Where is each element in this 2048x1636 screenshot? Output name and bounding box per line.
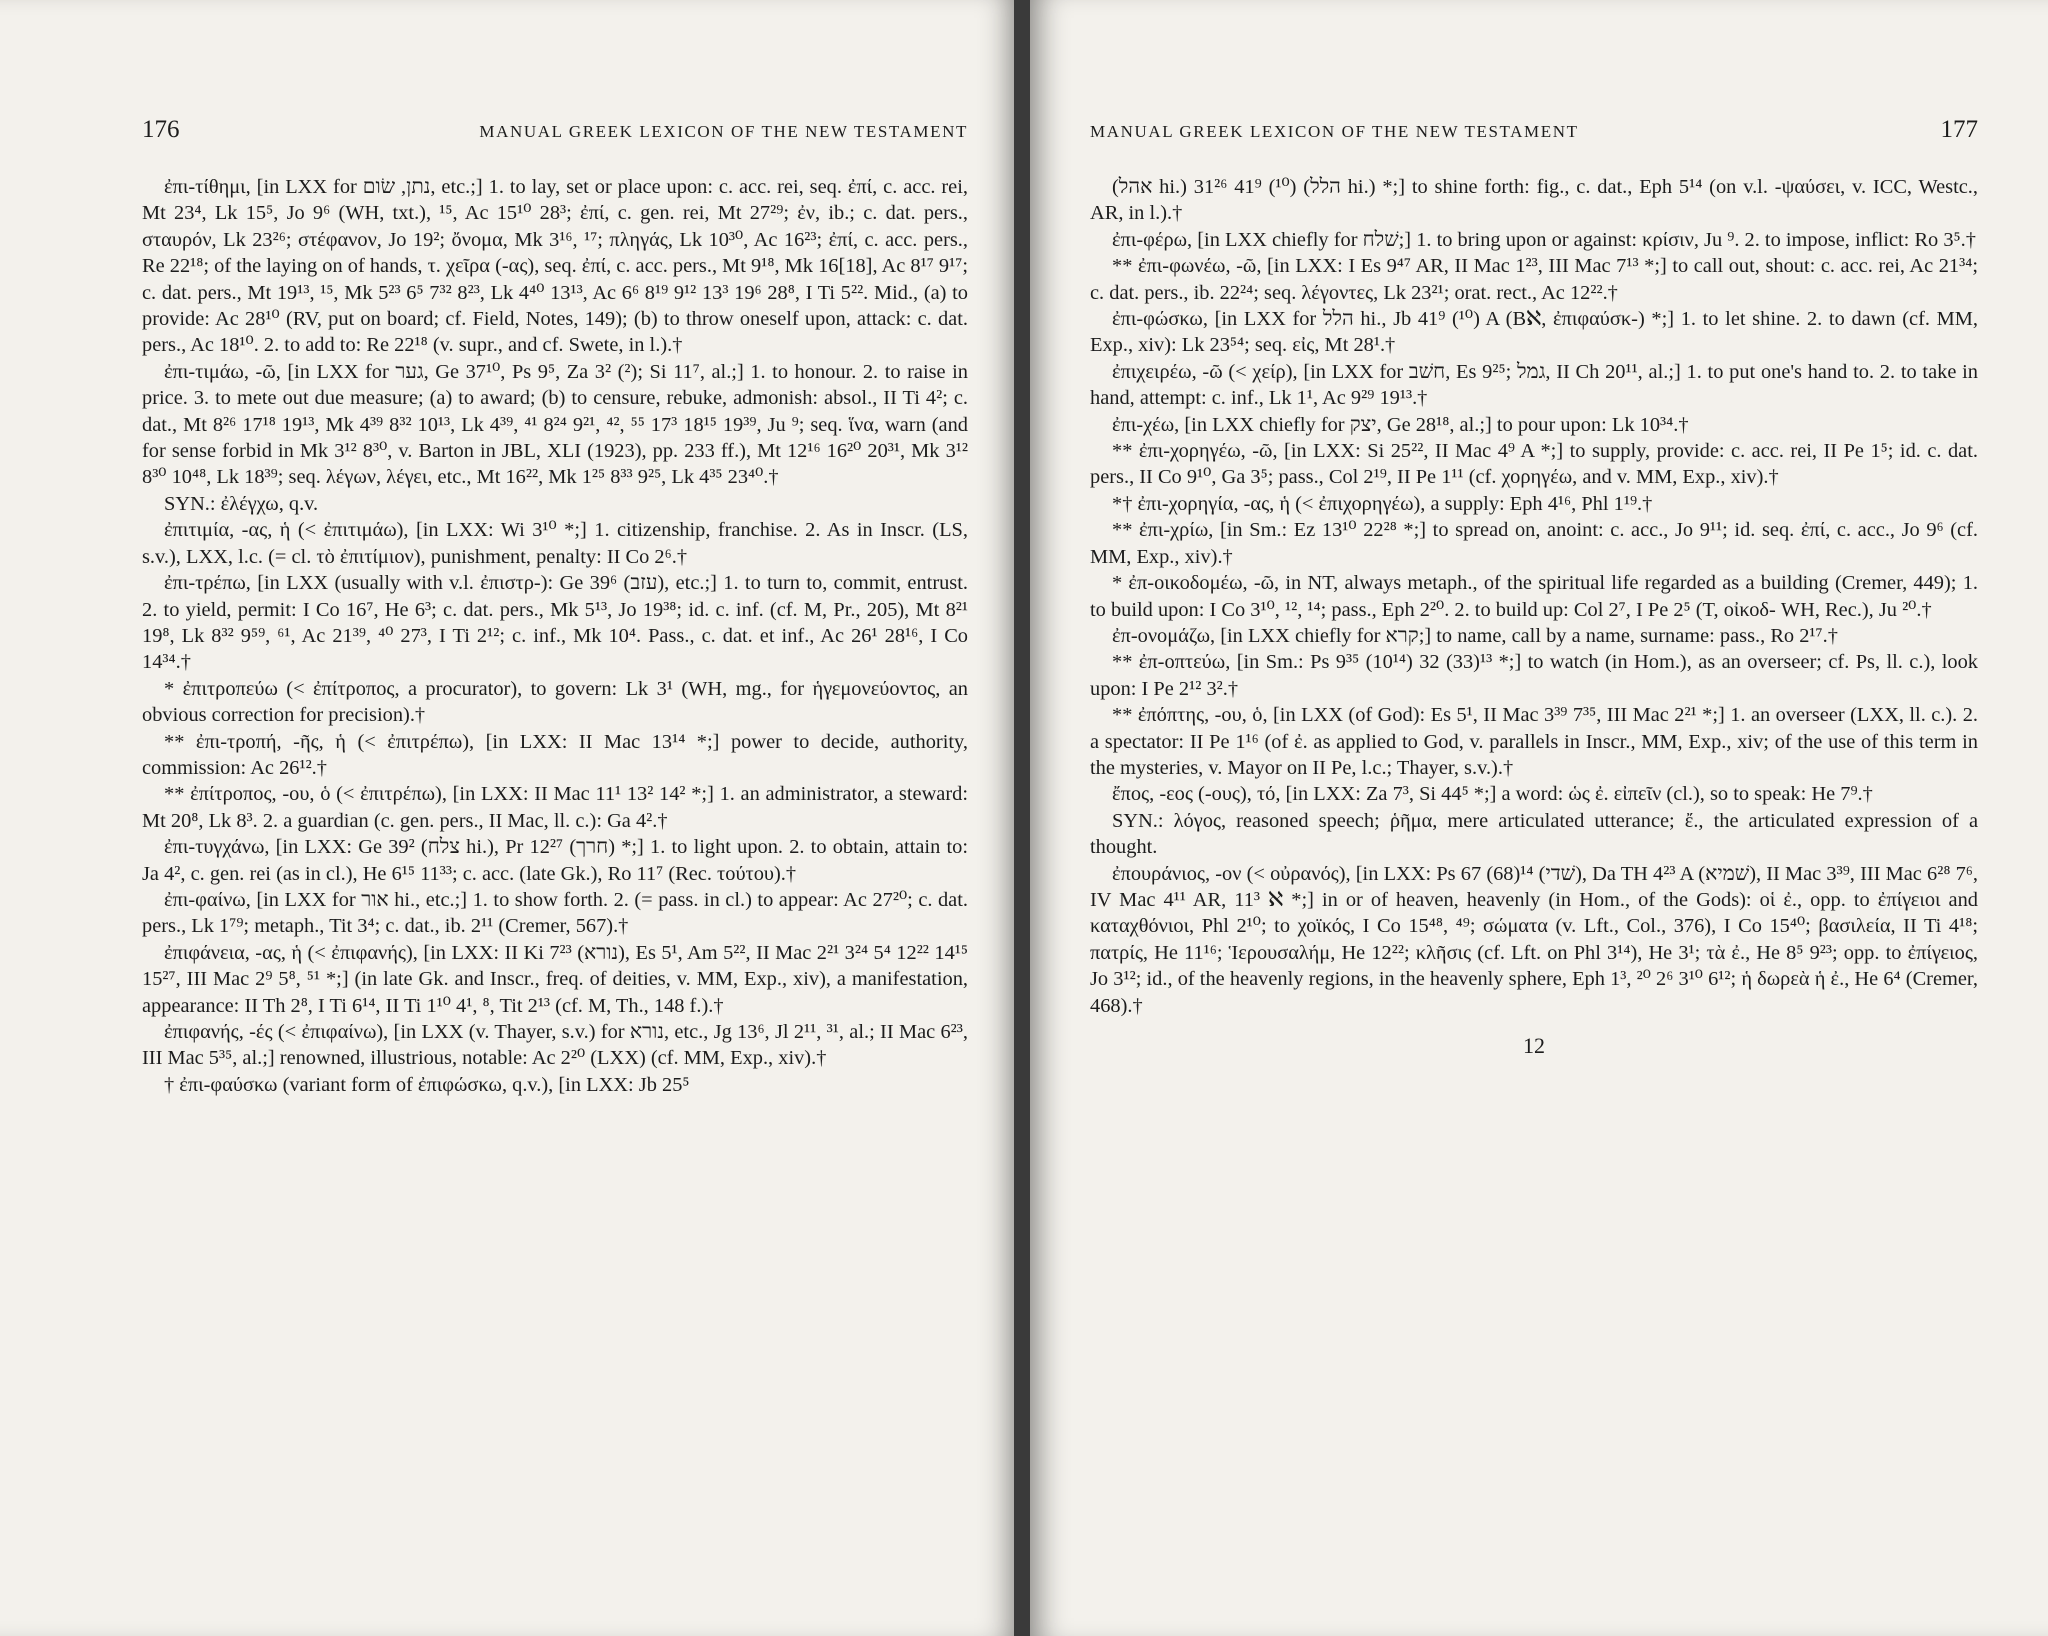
lexicon-entry: ἐπι-τρέπω, [in LXX (usually with v.l. ἐπιστρ-): Ge 39⁶ (עזב), etc.;] 1. to turn to, commit, entrust. 2. to yield, permit: I Co 16⁷, He 6³; c. dat. pers., Mk 5¹³, Jo 19³⁸; id. c. inf. (cf. M, Pr., 205), Mt 8²¹ 19⁸, Lk 8³² 9⁵⁹, ⁶¹, Ac 21³⁹, ⁴⁰ 27³, I Ti 2¹²; c. inf., Mk 10⁴. Pass., c. dat. et inf., Ac 26¹ 28¹⁶, I Co 14³⁴.†: [142, 572, 968, 674]
lexicon-entry: ** ἐπι-τροπή, -ῆς, ἡ (< ἐπιτρέπω), [in LXX: II Mac 13¹⁴ *;] power to decide, authority, commission: Ac 26¹².†: [142, 730, 968, 779]
lexicon-entry: ἐπ-ονομάζω, [in LXX chiefly for קרא;] to name, call by a name, surname: pass., Ro 2¹⁷.†: [1112, 624, 1838, 647]
lexicon-entry: ** ἐπίτροπος, -ου, ὁ (< ἐπιτρέπω), [in LXX: II Mac 11¹ 13² 14² *;] 1. an administrator, a steward: Mt 20⁸, Lk 8³. 2. a guardian (c. gen. pers., II Mac, ll. c.): Ga 4².†: [142, 783, 968, 832]
lexicon-entry: * ἐπιτροπεύω (< ἐπίτροπος, a procurator), to govern: Lk 3¹ (WH, mg., for ἡγεμονεύοντος, an obvious correction for precision).†: [142, 677, 968, 727]
signature-mark: 12: [1523, 1033, 1545, 1058]
left-column: [142, 174, 968, 1098]
lexicon-entry: ἔπος, -εος (-ους), τό, [in LXX: Za 7³, Si 44⁵ *;] a word: ὡς ἐ. εἰπεῖν (cl.), so to speak: He 7⁹.†: [1112, 783, 1873, 806]
lexicon-entry: ἐπιτιμία, -ας, ἡ (< ἐπιτιμάω), [in LXX: Wi 3¹⁰ *;] 1. citizenship, franchise. 2. As in Inscr. (LS, s.v.), LXX, l.c. (= cl. τὸ ἐπιτίμιον), punishment, penalty: II Co 2⁶.†: [142, 519, 968, 568]
lexicon-entry: ** ἐπι-χορηγέω, -ῶ, [in LXX: Si 25²², II Mac 4⁹ A *;] to supply, provide: c. acc. rei, II Pe 1⁵; id. c. dat. pers., II Co 9¹⁰, Ga 3⁵; pass., Col 2¹⁹, II Pe 1¹¹ (cf. χορηγέω, and v. MM, Exp., xiv).†: [1090, 440, 1978, 489]
lexicon-entry: ἐπι-φέρω, [in LXX chiefly for שׁלח;] 1. to bring upon or against: κρίσιν, Ju ⁹. 2. to impose, inflict: Ro 3⁵.†: [1112, 228, 1976, 251]
right-page-number: 177: [1940, 116, 1978, 143]
lexicon-entry: ἐπι-τυγχάνω, [in LXX: Ge 39² (צלח hi.), Pr 12²⁷ (חרך) *;] 1. to light upon. 2. to obtain, attain to: Ja 4², c. gen. rei (as in cl.), He 6¹⁵ 11³³; c. acc. (late Gk.), Ro 11⁷ (Rec. τούτου).†: [142, 836, 968, 885]
lexicon-entry: *† ἐπι-χορηγία, -ας, ἡ (< ἐπιχορηγέω), a supply: Eph 4¹⁶, Phl 1¹⁹.†: [1112, 492, 1653, 515]
left-running-head: [142, 116, 968, 144]
lexicon-entry: ** ἐπι-φωνέω, -ῶ, [in LXX: I Es 9⁴⁷ AR, II Mac 1²³, III Mac 7¹³ *;] to call out, shout: c. acc. rei, Ac 21³⁴; c. dat. pers., ib. 22²⁴; seq. λέγοντες, Lk 23²¹; orat. rect., Ac 12²².†: [1090, 255, 1978, 304]
lexicon-entry: ἐπιφάνεια, -ας, ἡ (< ἐπιφανής), [in LXX: II Ki 7²³ (נורא), Es 5¹, Am 5²², II Mac 2²¹ 3²⁴ 5⁴ 12²² 14¹⁵ 15²⁷, III Mac 2⁹ 5⁸, ⁵¹ *;] (in late Gk. and Inscr., freq. of deities, v. MM, Exp., xiv), a manifestation, appearance: II Th 2⁸, I Ti 6¹⁴, II Ti 1¹⁰ 4¹, ⁸, Tit 2¹³ (cf. M, Th., 148 f.).†: [142, 941, 968, 1017]
lexicon-entry: SYN.: ἐλέγχω, q.v.: [164, 492, 319, 515]
right-running-head: [1090, 116, 1978, 144]
lexicon-entry: ** ἐπι-χρίω, [in Sm.: Ez 13¹⁰ 22²⁸ *;] to spread on, anoint: c. acc., Jo 9¹¹; id. seq. ἐπί, c. acc., Jo 9⁶ (cf. MM, Exp., xiv).†: [1090, 519, 1978, 568]
lexicon-entry: SYN.: λόγος, reasoned speech; ῥῆμα, mere articulated utterance; ἔ., the articulated expression of a thought.: [1090, 809, 1978, 859]
right-running-title: MANUAL GREEK LEXICON OF THE NEW TESTAMENT: [1090, 122, 1579, 141]
lexicon-entry: ἐπιχειρέω, -ῶ (< χείρ), [in LXX for חשׁב, Es 9²⁵; גמל, II Ch 20¹¹, al.;] 1. to put one's hand to. 2. to take in hand, attempt: c. inf., Lk 1¹, Ac 9²⁹ 19¹³.†: [1090, 360, 1978, 410]
lexicon-entry: ἐπι-φώσκω, [in LXX for הלל hi., Jb 41⁹ (¹⁰) A (Bℵ, ἐπιφαύσκ-) *;] 1. to let shine. 2. to dawn (cf. MM, Exp., xiv): Lk 23⁵⁴; seq. εἰς, Mt 28¹.†: [1090, 308, 1979, 357]
lexicon-entry: ἐπι-τίθημι, [in LXX for נתן, שׂום, etc.;] 1. to lay, set or place upon: c. acc. rei, seq. ἐπί, c. acc. rei, Mt 23⁴, Lk 15⁵, Jo 9⁶ (WH, txt.), ¹⁵, Ac 15¹⁰ 28³; ἐπί, c. gen. rei, Mt 27²⁹; ἐν, ib.; c. dat. pers., σταυρόν, Lk 23²⁶; στέφανον, Jo 19²; ὄνομα, Mk 3¹⁶, ¹⁷; πληγάς, Lk 10³⁰, Ac 16²³; ἐπί, c. acc. pers., Re 22¹⁸; of the laying on of hands, τ. χεῖρα (-ας), seq. ἐπί, c. acc. pers., Mt 9¹⁸, Mk 16[18], Ac 8¹⁷ 9¹⁷; c. dat. pers., Mt 19¹³, ¹⁵, Mk 5²³ 6⁵ 7³² 8²³, Lk 4⁴⁰ 13¹³, Ac 6⁶ 8¹⁹ 9¹² 13³ 19⁶ 28⁸, I Ti 5²². Mid., (a) to provide: Ac 28¹⁰ (RV, put on board; cf. Field, Notes, 149); (b) to throw oneself upon, attack: c. dat. pers., Ac 18¹⁰. 2. to add to: Re 22¹⁸ (v. supr., and cf. Swete, in l.).†: [142, 176, 968, 357]
left-page-number: 176: [142, 116, 180, 143]
lexicon-entry: * ἐπ-οικοδομέω, -ῶ, in NT, always metaph., of the spiritual life regarded as a building (Cremer, 449); 1. to build upon: I Co 3¹⁰, ¹², ¹⁴; pass., Eph 2²⁰. 2. to build up: Col 2⁷, I Pe 2⁵ (T, οἰκοδ- WH, Rec.), Ju ²⁰.†: [1090, 572, 1978, 621]
lexicon-entry: ἐπι-τιμάω, -ῶ, [in LXX for גער, Ge 37¹⁰, Ps 9⁵, Za 3² (²); Si 11⁷, al.;] 1. to honour. 2. to raise in price. 3. to mete out due measure; (a) to award; (b) to censure, rebuke, admonish: absol., II Ti 4²; c. dat., Mt 8²⁶ 17¹⁸ 19¹³, Mk 4³⁹ 8³² 10¹³, Lk 4³⁹, ⁴¹ 8²⁴ 9²¹, ⁴², ⁵⁵ 17³ 18¹⁵ 19³⁹, Ju ⁹; seq. ἵνα, warn (and for sense forbid in Mk 3¹² 8³⁰, v. Barton in JBL, XLI (1923), pp. 233 ff.), Mt 12¹⁶ 16²⁰ 20³¹, Mk 3¹² 8³⁰ 10⁴⁸, Lk 18³⁹; seq. λέγων, λέγει, etc., Mt 16²², Mk 1²⁵ 8³³ 9²⁵, Lk 4³⁵ 23⁴⁰.†: [142, 360, 969, 489]
lexicon-entry: ** ἐπ-οπτεύω, [in Sm.: Ps 9³⁵ (10¹⁴) 32 (33)¹³ *;] to watch (in Hom.), as an overseer; cf. Ps, ll. c.), look upon: I Pe 2¹² 3².†: [1090, 651, 1978, 700]
left-page: [0, 0, 1018, 1636]
right-column: [1090, 174, 1978, 1019]
lexicon-entry: ** ἐπόπτης, -ου, ὁ, [in LXX (of God): Es 5¹, II Mac 3³⁹ 7³⁵, III Mac 2²¹ *;] 1. an overseer (LXX, ll. c.). 2. a spectator: II Pe 1¹⁶ (of ἐ. as applied to God, v. parallels in Inscr., MM, Exp., xiv; of the use of this term in the mysteries, v. Mayor on II Pe, l.c.; Thayer, s.v.).†: [1090, 704, 1978, 779]
lexicon-entry: (אהל hi.) 31²⁶ 41⁹ (¹⁰) (הלל hi.) *;] to shine forth: fig., c. dat., Eph 5¹⁴ (on v.l. -ψαύσει, v. ICC, Westc., AR, in l.).†: [1090, 176, 1978, 225]
right-page: [1030, 0, 2048, 1636]
lexicon-entry: ἐπι-χέω, [in LXX chiefly for יצק, Ge 28¹⁸, al.;] to pour upon: Lk 10³⁴.†: [1112, 413, 1689, 436]
lexicon-entry: ἐπιφανής, -ές (< ἐπιφαίνω), [in LXX (v. Thayer, s.v.) for נורא, etc., Jg 13⁶, Jl 2¹¹, ³¹, al.; II Mac 6²³, III Mac 5³⁵, al.;] renowned, illustrious, notable: Ac 2²⁰ (LXX) (cf. MM, Exp., xiv).†: [142, 1021, 968, 1070]
lexicon-entry: ἐπουράνιος, -ον (< οὐρανός), [in LXX: Ps 67 (68)¹⁴ (שׁדי), Da TH 4²³ A (שׁמיא), II Mac 3³⁹, III Mac 6²⁸ 7⁶, IV Mac 4¹¹ AR, 11³ ℵ *;] in or of heaven, heavenly (in Hom., of the Gods): οἱ ἐ., opp. to ἐπίγειοι and καταχθόνιοι, Phl 2¹⁰; to χοϊκός, I Co 15⁴⁸, ⁴⁹; σώματα (v. Lft., Col., 376), I Co 15⁴⁰; βασιλεία, II Ti 4¹⁸; πατρίς, He 11¹⁶; Ἱερουσαλήμ, He 12²²; κλῆσις (cf. Lft. on Phl 3¹⁴), He 3¹; τὰ ἐ., He 8⁵ 9²³; opp. to ἐπίγειος, Jo 3¹²; id., of the heavenly regions, in the heavenly sphere, Eph 1³, ²⁰ 2⁶ 3¹⁰ 6¹²; ἡ δωρεὰ ἡ ἐ., He 6⁴ (Cremer, 468).†: [1090, 862, 1978, 1017]
lexicon-entry: † ἐπι-φαύσκω (variant form of ἐπιφώσκω, q.v.), [in LXX: Jb 25⁵: [164, 1073, 690, 1096]
left-running-title: MANUAL GREEK LEXICON OF THE NEW TESTAMENT: [479, 122, 968, 141]
lexicon-entry: ἐπι-φαίνω, [in LXX for אור hi., etc.;] 1. to show forth. 2. (= pass. in cl.) to appear: Ac 27²⁰; c. dat. pers., Lk 1⁷⁹; metaph., Tit 3⁴; c. dat., ib. 2¹¹ (Cremer, 567).†: [142, 888, 968, 938]
